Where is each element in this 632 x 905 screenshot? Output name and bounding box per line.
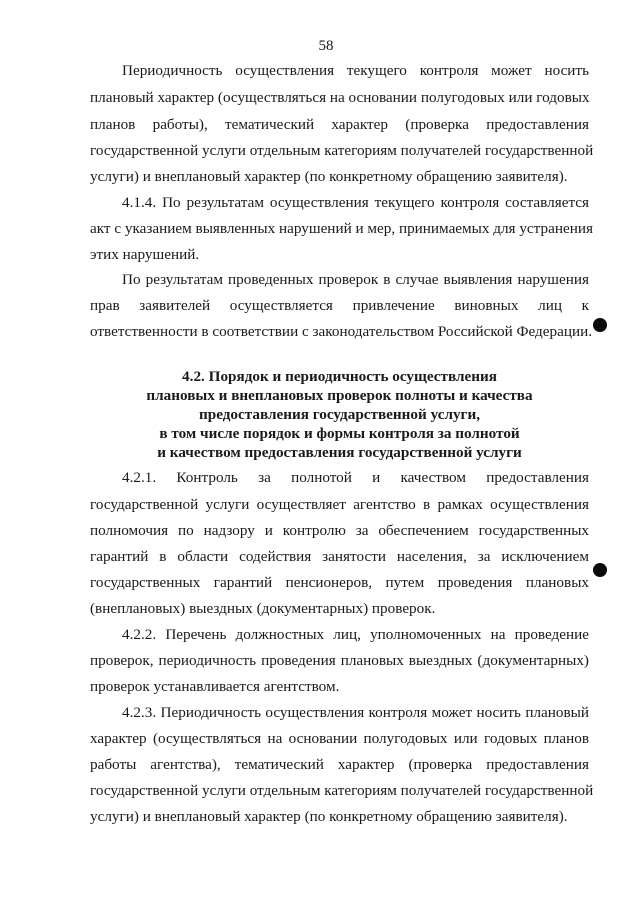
page-number: 58 [318, 38, 334, 54]
text-line: этих нарушений. [90, 246, 200, 263]
text-line: характер (осуществляться на основании полугодовых или годовых планов [90, 730, 589, 747]
text-line: Периодичность осуществления текущего контроля может носить [122, 62, 589, 79]
text-line: гарантий в области содействия занятости населения, за исключением [90, 548, 589, 565]
text-line: проверок, периодичность проведения плановых выездных (документарных) [90, 652, 589, 669]
section-heading-line: в том числе порядок и формы контроля за полнотой [159, 425, 520, 442]
text-line: государственной услуги отдельным категориям получателей государственной [90, 142, 594, 159]
text-line: 4.1.4. По результатам осуществления текущего контроля составляется [122, 194, 589, 211]
text-line: прав заявителей осуществляется привлечение виновных лиц к [90, 297, 589, 314]
text-line: государственной услуги осуществляет агентство в рамках осуществления [90, 496, 589, 513]
text-line: ответственности в соответствии с законодательством Российской Федерации. [90, 323, 593, 340]
punch-hole-mark [593, 318, 607, 332]
text-line: услуги) и внеплановый характер (по конкретному обращению заявителя). [90, 168, 568, 185]
text-line: акт с указанием выявленных нарушений и мер, принимаемых для устранения [90, 220, 593, 237]
text-line: (внеплановых) выездных (документарных) проверок. [90, 600, 436, 617]
text-line: проверок устанавливается агентством. [90, 678, 340, 695]
section-heading-line: 4.2. Порядок и периодичность осуществления [182, 368, 497, 385]
section-heading-line: предоставления государственной услуги, [199, 406, 480, 423]
section-heading-line: плановых и внеплановых проверок полноты и качества [146, 387, 533, 404]
text-line: планов работы), тематический характер (проверка предоставления [90, 116, 589, 133]
text-line: 4.2.2. Перечень должностных лиц, уполномоченных на проведение [122, 626, 589, 643]
text-line: 4.2.1. Контроль за полнотой и качеством предоставления [122, 469, 589, 486]
text-line: государственных гарантий пенсионеров, путем проведения плановых [90, 574, 589, 591]
text-line: полномочия по надзору и контролю за обеспечением государственных [90, 522, 589, 539]
text-line: услуги) и внеплановый характер (по конкретному обращению заявителя). [90, 808, 568, 825]
text-line: 4.2.3. Периодичность осуществления контроля может носить плановый [122, 704, 589, 721]
punch-hole-mark [593, 563, 607, 577]
text-line: плановый характер (осуществляться на основании полугодовых или годовых [90, 89, 590, 106]
text-line: работы агентства), тематический характер (проверка предоставления [90, 756, 589, 773]
section-heading-line: и качеством предоставления государственной услуги [157, 444, 522, 461]
text-line: По результатам проведенных проверок в случае выявления нарушения [122, 271, 589, 288]
text-line: государственной услуги отдельным категориям получателей государственной [90, 782, 594, 799]
